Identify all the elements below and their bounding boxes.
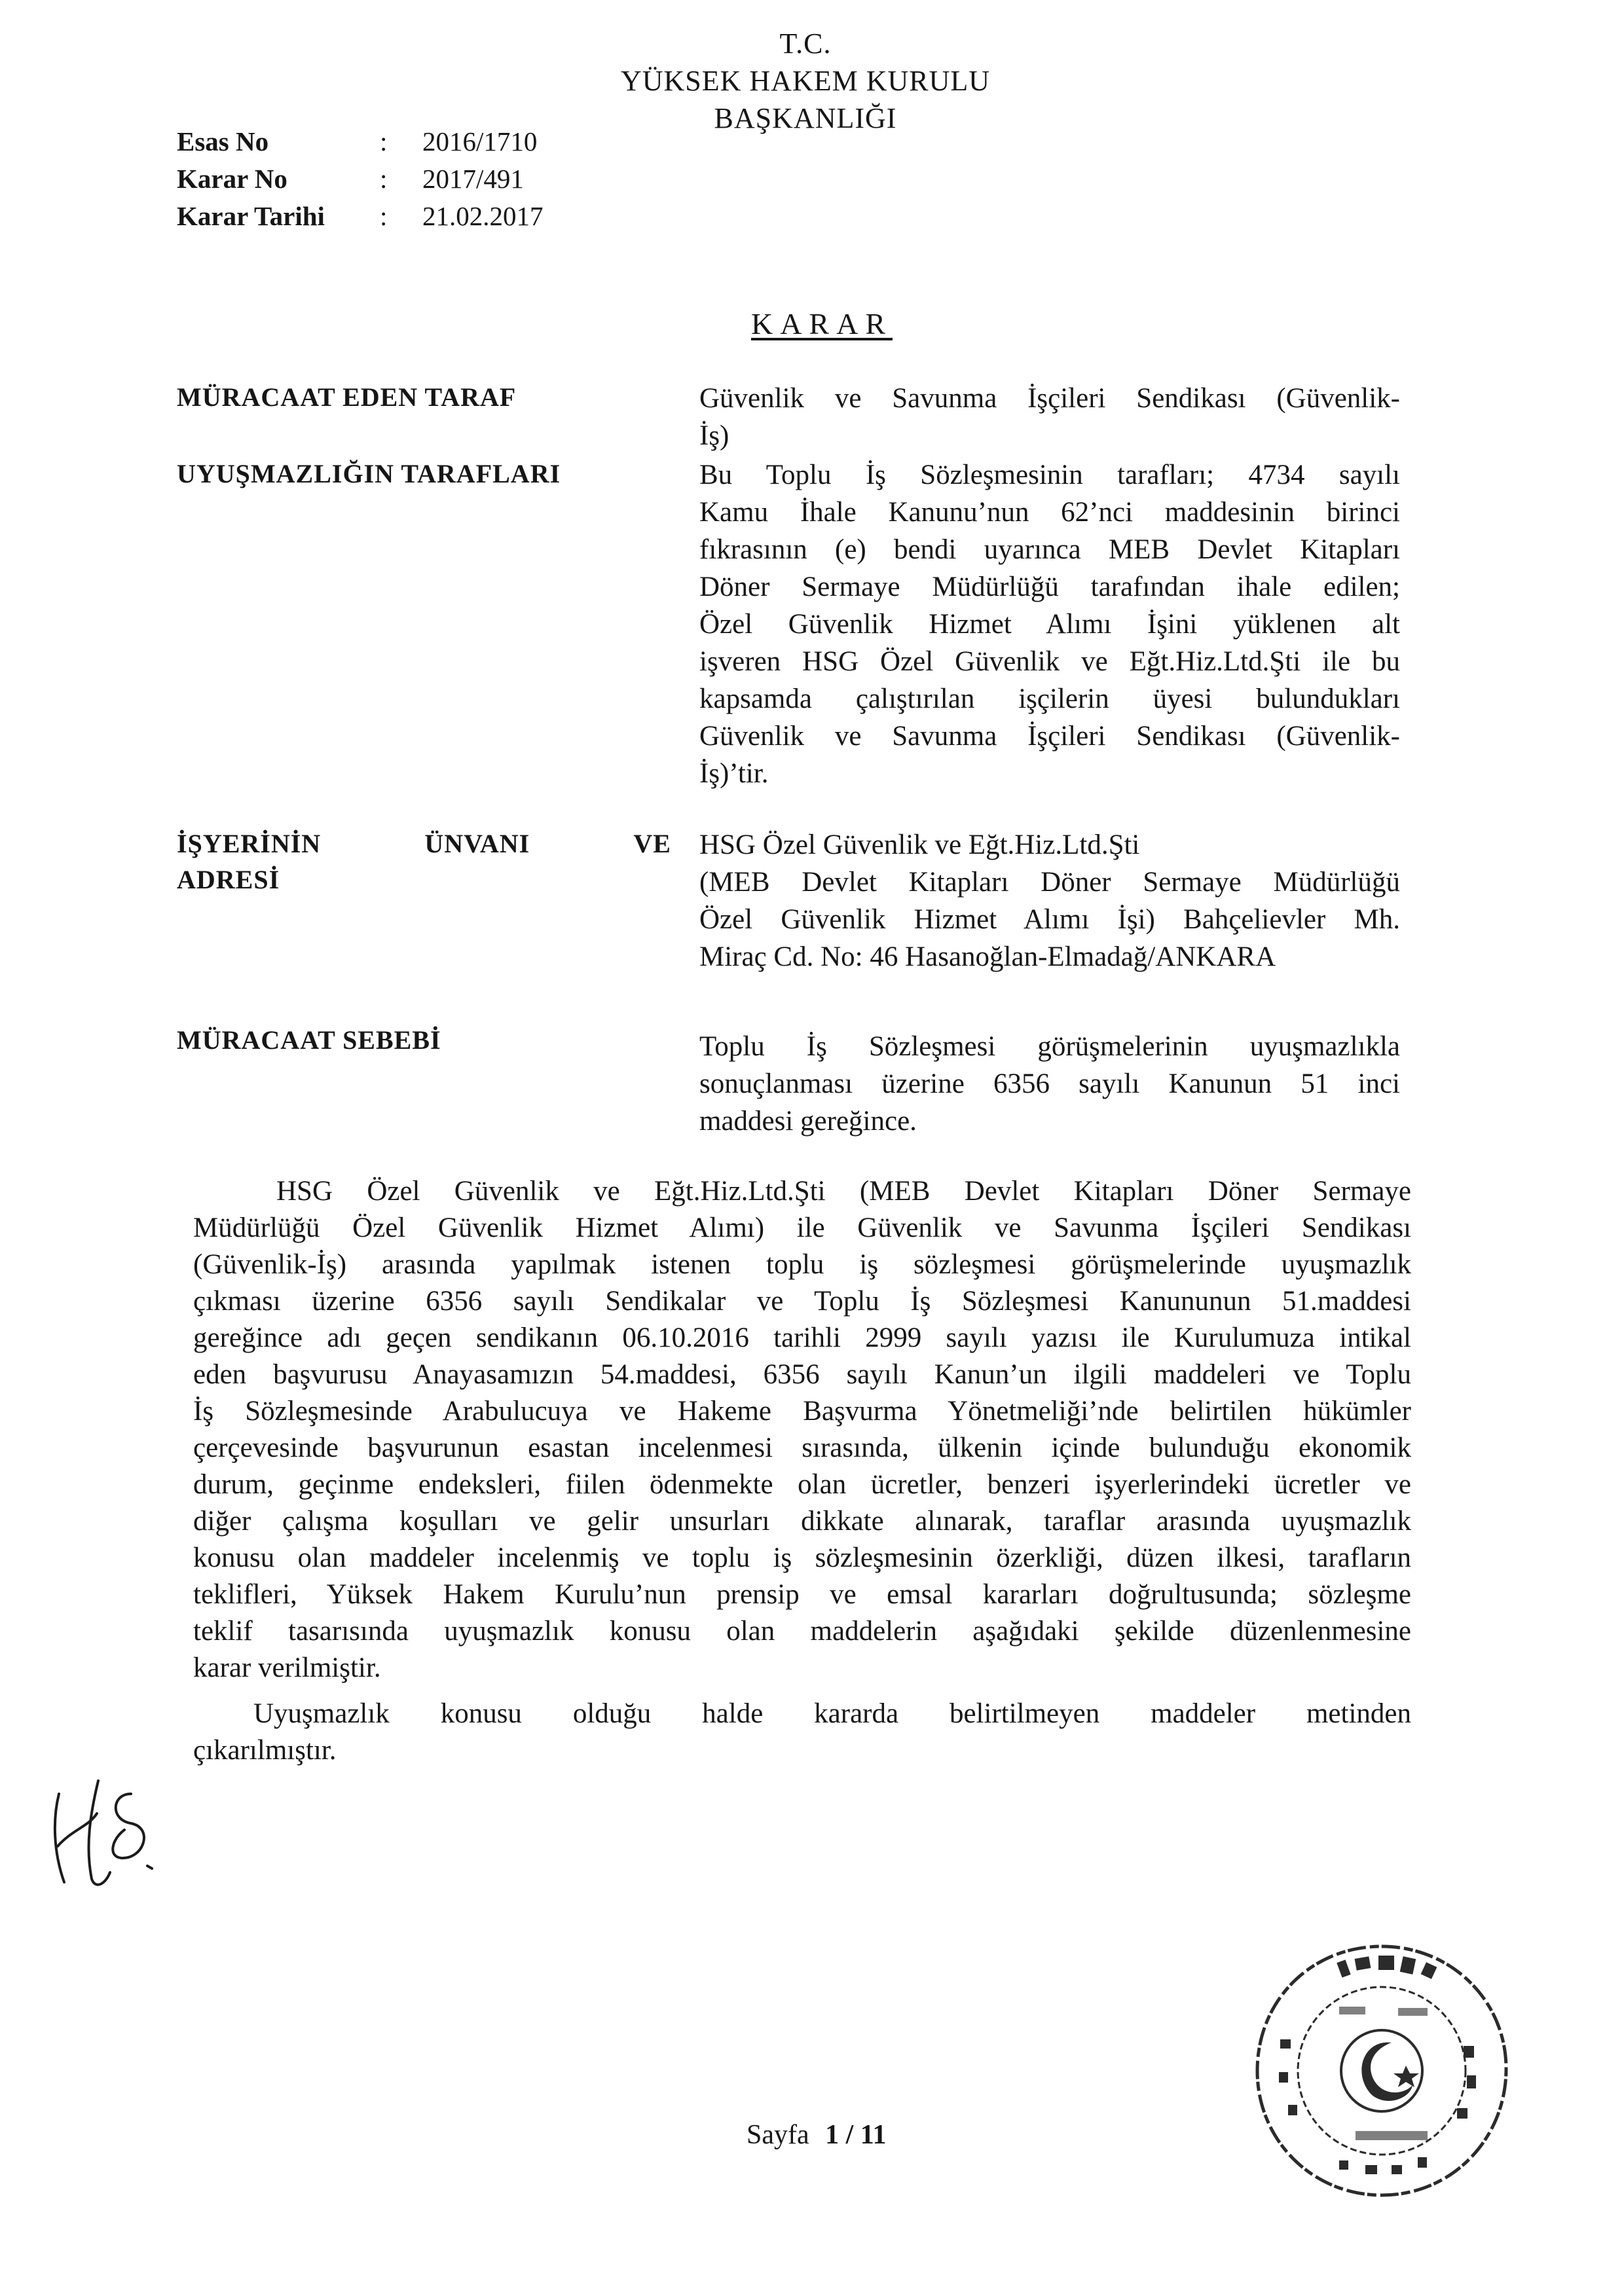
applicant-line: İş): [699, 420, 729, 451]
header-line-institution: YÜKSEK HAKEM KURULU: [620, 65, 991, 97]
label-workplace-w1: İŞYERİNİN: [177, 829, 322, 858]
label-reason: MÜRACAAT SEBEBİ: [177, 1025, 441, 1055]
applicant-text: [699, 380, 1400, 454]
label-parties: UYUŞMAZLIĞIN TARAFLARI: [177, 459, 561, 488]
paragraph-line: çıkarılmıştır.: [193, 1735, 337, 1766]
meta-row-tarih: [177, 198, 635, 235]
parties-line: Güvenlik ve Savunma İşçileri Sendikası (Güvenlik-: [699, 721, 1400, 752]
paragraph-line: eden başvurusu Anayasamızın 54.maddesi, 6356 sayılı Kanun’un ilgili maddeleri ve Toplu: [193, 1359, 1411, 1390]
parties-line: fıkrasının (e) bendi uyarınca MEB Devlet Kitapları: [699, 534, 1400, 565]
meta-sep: :: [380, 164, 388, 194]
parties-line: Döner Sermaye Müdürlüğü tarafından ihale edilen;: [699, 572, 1400, 602]
paragraph-line: (Güvenlik-İş) arasında yapılmak istenen toplu iş sözleşmesi görüşmelerinde uyuşmazlık: [193, 1249, 1411, 1280]
paragraph-line: HSG Özel Güvenlik ve Eğt.Hiz.Ltd.Şti (MEB Devlet Kitapları Döner Sermaye: [276, 1176, 1411, 1207]
meta-label: Esas No: [177, 126, 269, 156]
page-footer: [747, 2119, 887, 2151]
parties-line: işveren HSG Özel Güvenlik ve Eğt.Hiz.Ltd.Şti ile bu: [699, 646, 1400, 677]
decision-title: KARAR: [750, 307, 893, 340]
paragraph-line: konusu olan maddeler incelenmiş ve toplu iş sözleşmesinin özerkliği, düzen ilkesi, tarafların: [193, 1542, 1411, 1573]
paragraph-line: teklif tasarısında uyuşmazlık konusu olan maddelerin aşağıdaki şekilde düzenlenmesine: [193, 1616, 1411, 1647]
workplace-line: HSG Özel Güvenlik ve Eğt.Hiz.Ltd.Şti: [699, 829, 1140, 860]
meta-row-esas: [177, 123, 635, 160]
paragraph-line: İş Sözleşmesinde Arabulucuya ve Hakeme Başvurma Yönetmeliği’nde belirtilen hükümler: [193, 1396, 1411, 1427]
paragraph-line: diğer çalışma koşulları ve gelir unsurları dikkate alınarak, taraflar arasında uyuşmazlık: [193, 1506, 1411, 1537]
paragraph-line: karar verilmiştir.: [193, 1652, 381, 1683]
header-line-tc: T.C.: [779, 27, 832, 60]
paragraph-line: Müdürlüğü Özel Güvenlik Hizmet Alımı) ile Güvenlik ve Savunma İşçileri Sendikası: [193, 1212, 1411, 1243]
label-workplace-w3: VE: [633, 829, 671, 858]
meta-value: 2017/491: [422, 164, 524, 194]
paragraph-line: Uyuşmazlık konusu olduğu halde kararda belirtilmeyen maddeler metinden: [253, 1698, 1411, 1729]
page-number: 1 / 11: [825, 2120, 887, 2150]
reason-line: sonuçlanması üzerine 6356 sayılı Kanunun 51 inci: [699, 1068, 1400, 1099]
parties-line: Kamu İhale Kanunu’nun 62’nci maddesinin birinci: [699, 497, 1400, 528]
paragraph-line: çerçevesinde başvurunun esastan incelenmesi sırasında, ülkenin içinde bulunduğu ekonomik: [193, 1432, 1411, 1463]
parties-line: Bu Toplu İş Sözleşmesinin tarafları; 4734 sayılı: [699, 460, 1400, 490]
label-applicant: MÜRACAAT EDEN TARAF: [177, 382, 517, 412]
meta-row-karar: [177, 160, 635, 198]
label-workplace-w2: ÜNVANI: [424, 829, 530, 858]
meta-sep: :: [380, 201, 388, 231]
label-workplace-line2: ADRESİ: [177, 865, 280, 894]
paragraph-line: çıkması üzerine 6356 sayılı Sendikalar ve Toplu İş Sözleşmesi Kanununun 51.maddesi: [193, 1286, 1411, 1317]
parties-line: kapsamda çalıştırılan işçilerin üyesi bulundukları: [699, 683, 1400, 714]
reason-line: Toplu İş Sözleşmesi görüşmelerinin uyuşmazlıkla: [699, 1031, 1400, 1062]
paragraph-line: teklifleri, Yüksek Hakem Kurulu’nun prensip ve emsal kararları doğrultusunda; sözleşme: [193, 1579, 1411, 1610]
case-meta: [177, 123, 635, 235]
label-workplace: [177, 828, 671, 895]
parties-text: [699, 456, 1400, 792]
meta-label: Karar Tarihi: [177, 201, 325, 231]
applicant-line: Güvenlik ve Savunma İşçileri Sendikası (Güvenlik-: [699, 383, 1400, 414]
paragraph-line: durum, geçinme endeksleri, fiilen ödenmekte olan ücretler, benzeri işyerlerindeki ücretler ve: [193, 1469, 1411, 1500]
page-prefix: Sayfa: [747, 2120, 809, 2150]
reason-text: [699, 1028, 1400, 1140]
meta-value: 2016/1710: [422, 126, 538, 156]
parties-line: Özel Güvenlik Hizmet Alımı İşini yüklenen alt: [699, 609, 1400, 640]
official-seal-stamp: [1241, 1935, 1522, 2210]
decision-paragraph-1: [193, 1173, 1411, 1686]
workplace-line: Özel Güvenlik Hizmet Alımı İşi) Bahçelievler Mh.: [699, 904, 1400, 935]
meta-label: Karar No: [177, 164, 287, 194]
workplace-text: [699, 826, 1400, 975]
parties-line: İş)’tir.: [699, 758, 769, 789]
header-line-presidency: BAŞKANLIĞI: [714, 102, 897, 134]
decision-paragraph-2: [193, 1696, 1411, 1769]
meta-value: 21.02.2017: [422, 201, 544, 231]
institution-header: [576, 25, 1035, 137]
paragraph-line: gereğince adı geçen sendikanın 06.10.2016 tarihli 2999 sayılı yazısı ile Kurulumuza intikal: [193, 1322, 1411, 1353]
meta-sep: :: [380, 126, 388, 156]
workplace-line: (MEB Devlet Kitapları Döner Sermaye Müdürlüğü: [699, 867, 1400, 898]
reason-line: maddesi gereğince.: [699, 1106, 917, 1137]
workplace-line: Miraç Cd. No: 46 Hasanoğlan-Elmadağ/ANKARA: [699, 941, 1276, 972]
signature-initials: [33, 1768, 183, 1899]
